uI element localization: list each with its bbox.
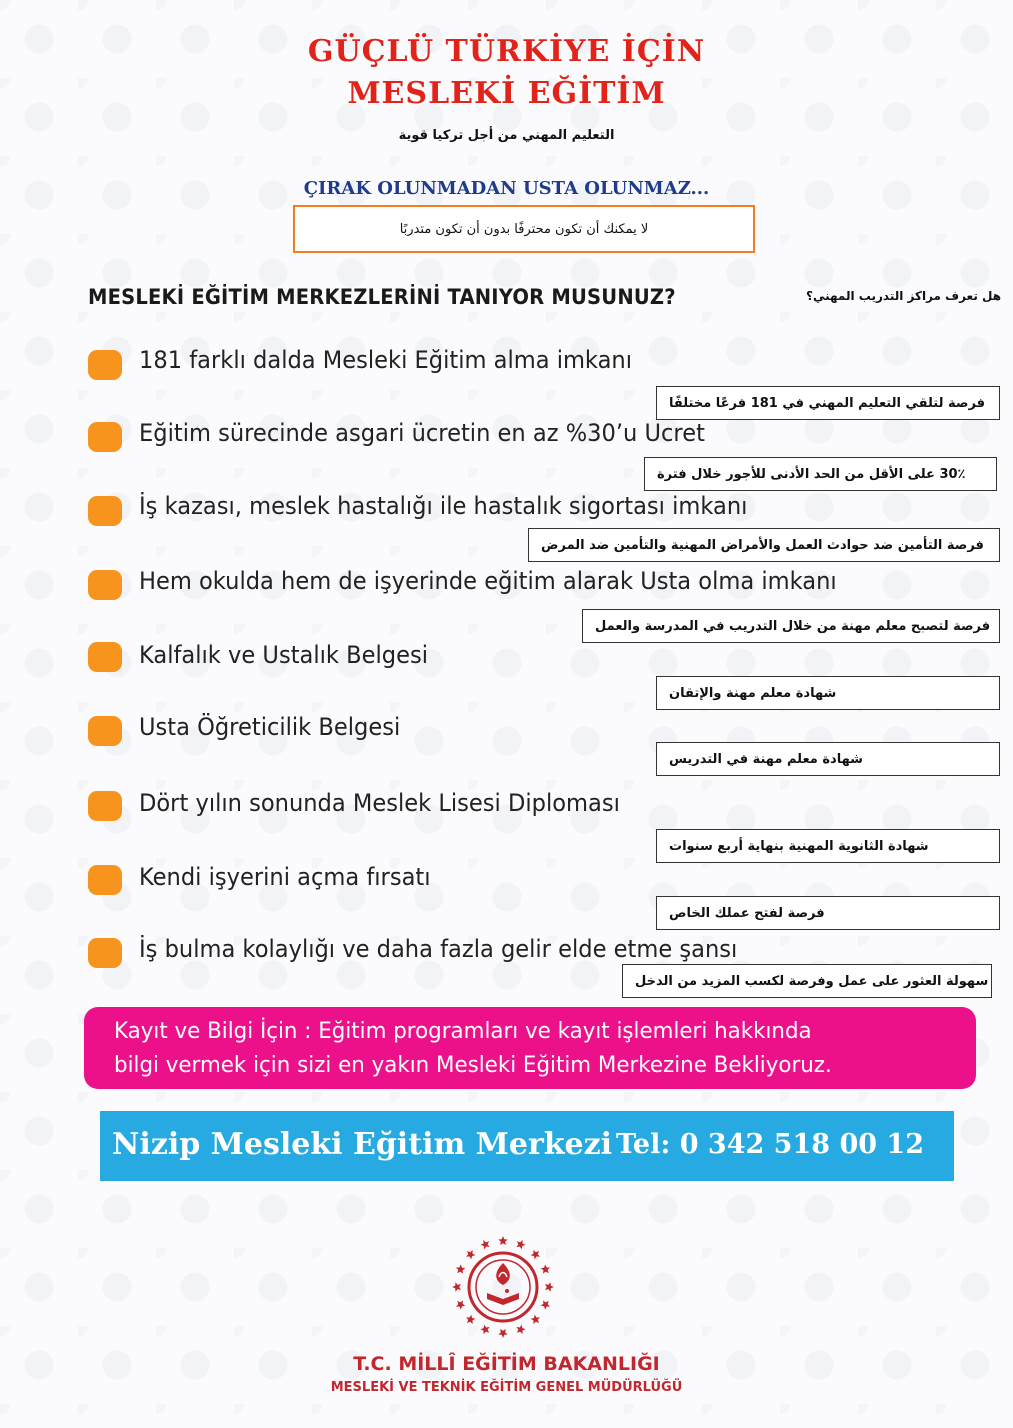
list-item: Kendi işyerini açma fırsatı	[139, 863, 431, 891]
list-item-arabic: فرصة لفتح عملك الخاص	[656, 896, 1000, 930]
emblem-star-icon	[480, 1325, 489, 1334]
directorate-name: MESLEKİ VE TEKNİK EĞİTİM GENEL MÜDÜRLÜĞÜ	[330, 1380, 683, 1395]
list-item: 181 farklı dalda Mesleki Eğitim alma imkanı	[139, 346, 633, 374]
emblem-star-icon	[452, 1282, 461, 1292]
phone-number[interactable]: Tel: 0 342 518 00 12	[615, 1129, 924, 1160]
bullet-icon	[88, 570, 122, 600]
emblem-star-icon	[531, 1250, 540, 1259]
ministry-name: T.C. MİLLÎ EĞİTİM BAKANLIĞI	[353, 1353, 660, 1375]
emblem-star-icon	[456, 1264, 465, 1273]
list-item: Usta Öğreticilik Belgesi	[139, 713, 401, 741]
headline-line1: GÜÇLÜ TÜRKİYE İÇİN	[307, 34, 706, 69]
emblem-star-icon	[545, 1282, 554, 1292]
bullet-icon	[88, 350, 122, 380]
list-item: Dört yılın sonunda Meslek Lisesi Diploması	[139, 789, 620, 817]
emblem-star-icon	[480, 1240, 489, 1249]
emblem-star-icon	[541, 1264, 550, 1273]
list-item-arabic: شهادة الثانوية المهنية بنهاية أربع سنوات	[656, 829, 1000, 863]
motto: ÇIRAK OLUNMADAN USTA OLUNMAZ...	[303, 178, 710, 199]
registration-info-box	[84, 1007, 976, 1089]
headline-line2: MESLEKİ EĞİTİM	[347, 76, 666, 111]
list-item-arabic: فرصة لتلقي التعليم المهني في 181 فرعًا مختلفًا	[656, 386, 1000, 420]
ministry-emblem-icon	[449, 1233, 557, 1341]
emblem-star-icon	[516, 1325, 525, 1334]
emblem-star-icon	[516, 1240, 525, 1249]
headline-arabic: التعليم المهني من أجل تركيا قوية	[398, 128, 615, 143]
emblem-star-icon	[456, 1300, 465, 1309]
emblem-star-icon	[531, 1315, 540, 1324]
motto-arabic-box: لا يمكنك أن تكون محترفًا بدون أن تكون متدربًا	[293, 205, 755, 253]
registration-info-line1: Kayıt ve Bilgi İçin : Eğitim programları ve kayıt işlemleri hakkında	[114, 1018, 812, 1044]
emblem-star-icon	[498, 1329, 508, 1338]
emblem-star-icon	[466, 1250, 475, 1259]
emblem-star-icon	[541, 1300, 550, 1309]
list-item-arabic: فرصة التأمين ضد حوادث العمل والأمراض المهنية والتأمين ضد المرض	[528, 528, 1000, 562]
bullet-icon	[88, 716, 122, 746]
bullet-icon	[88, 938, 122, 968]
contact-bar	[100, 1111, 954, 1181]
list-item: Kalfalık ve Ustalık Belgesi	[139, 641, 428, 669]
question-arabic: هل تعرف مراكز التدريب المهني؟	[806, 289, 1002, 303]
registration-info-line2: bilgi vermek için sizi en yakın Mesleki Eğitim Merkezine Bekliyoruz.	[114, 1052, 832, 1078]
emblem-star-icon	[466, 1315, 475, 1324]
list-item: İş bulma kolaylığı ve daha fazla gelir elde etme şansı	[139, 935, 738, 963]
bullet-icon	[88, 791, 122, 821]
list-item: Eğitim sürecinde asgari ücretin en az %30’u Ucret	[139, 419, 705, 447]
list-item-arabic: فرصة لتصبح معلم مهنة من خلال التدريب في المدرسة والعمل	[582, 609, 1000, 643]
list-item-arabic: سهولة العثور على عمل وفرصة لكسب المزيد من الدخل	[622, 964, 992, 998]
list-item: Hem okulda hem de işyerinde eğitim alarak Usta olma imkanı	[139, 567, 837, 595]
list-item: İş kazası, meslek hastalığı ile hastalık sigortası imkanı	[139, 492, 748, 520]
list-item-arabic: شهادة معلم مهنة والإتقان	[656, 676, 1000, 710]
question-heading: MESLEKİ EĞİTİM MERKEZLERİNİ TANIYOR MUSUNUZ?	[88, 285, 676, 309]
bullet-icon	[88, 422, 122, 452]
center-name: Nizip Mesleki Eğitim Merkezi	[112, 1127, 613, 1162]
list-item-arabic: شهادة معلم مهنة في التدريس	[656, 742, 1000, 776]
bullet-icon	[88, 496, 122, 526]
emblem-star-icon	[498, 1236, 508, 1245]
bullet-icon	[88, 865, 122, 895]
list-item-arabic: 30٪ على الأقل من الحد الأدنى للأجور خلال فترة	[644, 457, 997, 491]
bullet-icon	[88, 642, 122, 672]
